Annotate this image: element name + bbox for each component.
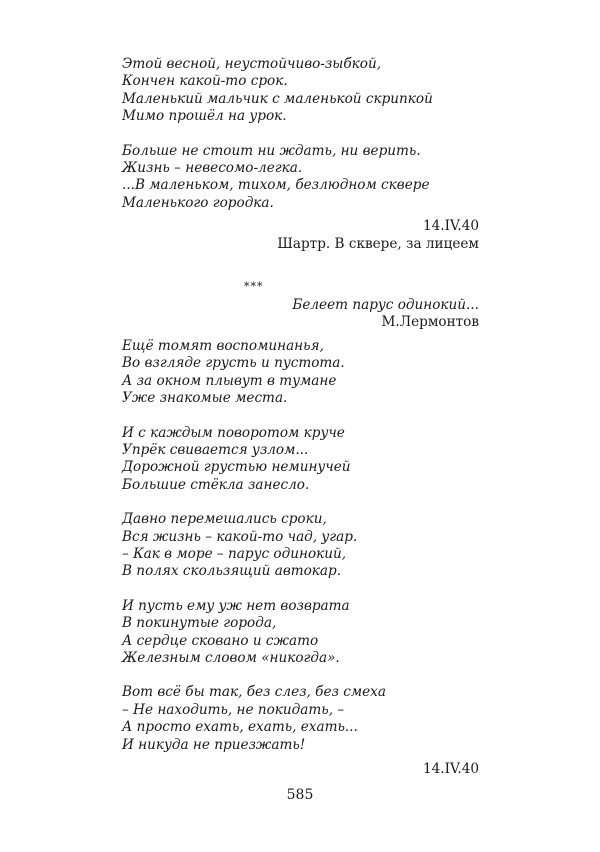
poem1-date: 14.IV.40 [422, 218, 479, 235]
poem-line: А за окном плывут в тумане [122, 372, 337, 389]
poem-line: И с каждым поворотом круче [122, 424, 345, 441]
poem-line: И никуда не приезжать! [122, 736, 306, 753]
poem-line: – Как в море – парус одинокий, [122, 545, 347, 562]
poem2-stanza-5 [122, 684, 479, 754]
poem-line: А сердце сковано и сжато [122, 632, 319, 649]
poem-line: Вся жизнь – какой-то чад, угар. [122, 528, 358, 545]
poem-line: А просто ехать, ехать, ехать... [122, 719, 358, 736]
poem-line: ...В маленьком, тихом, безлюдном сквере [122, 177, 430, 194]
epigraph-quote: Белеет парус одинокий... [292, 297, 479, 314]
poem1-place: Шартр. В сквере, за лицеем [277, 235, 479, 252]
poem-line: – Не находить, не покидать, – [122, 701, 345, 718]
poem-line: Упрёк свивается узлом... [122, 441, 309, 458]
poem-line: Во взгляде грусть и пустота. [122, 355, 345, 372]
poem-line: Больше не стоит ни ждать, ни верить. [122, 142, 421, 159]
poem2-stanza-3 [122, 511, 479, 581]
poem-line: Уже знакомые места. [122, 390, 288, 407]
page-number: 585 [286, 787, 314, 803]
poem1-stanza-2 [122, 143, 479, 213]
poem-line: И пусть ему уж нет возврата [122, 597, 350, 614]
poem-line: Железным словом «никогда». [122, 649, 340, 666]
poem-line: Давно перемешались сроки, [122, 511, 327, 528]
poem-line: Вот всё бы так, без слез, без смеха [122, 684, 386, 701]
poem-line: Жизнь – невесомо-легка. [122, 160, 303, 177]
poem2-date: 14.IV.40 [422, 761, 479, 777]
epigraph-author: М.Лермонтов [381, 314, 479, 331]
poem-line: Большие стёкла занесло. [122, 476, 310, 493]
section-separator: *** [244, 280, 264, 294]
poem2-stanza-4 [122, 598, 479, 668]
page-content [122, 56, 479, 778]
poem-line: В покинутые города, [122, 615, 277, 632]
poem-line: Этой весной, неустойчиво-зыбкой, [122, 56, 382, 72]
poem-line: Кончен какой-то срок. [122, 73, 288, 90]
poem-line: Дорожной грустью неминучей [122, 459, 351, 476]
poem-line: Мимо прошёл на урок. [122, 108, 287, 125]
poem2-stanza-1 [122, 338, 479, 408]
poem-line: Ещё томят воспоминанья, [122, 337, 324, 354]
poem-line: В полях скользящий автокар. [122, 563, 342, 580]
poem-line: Маленького городка. [122, 194, 274, 211]
poem1-stanza-1 [122, 56, 479, 126]
poem-line: Маленький мальчик с маленькой скрипкой [122, 90, 433, 107]
poem2-stanza-2 [122, 425, 479, 495]
